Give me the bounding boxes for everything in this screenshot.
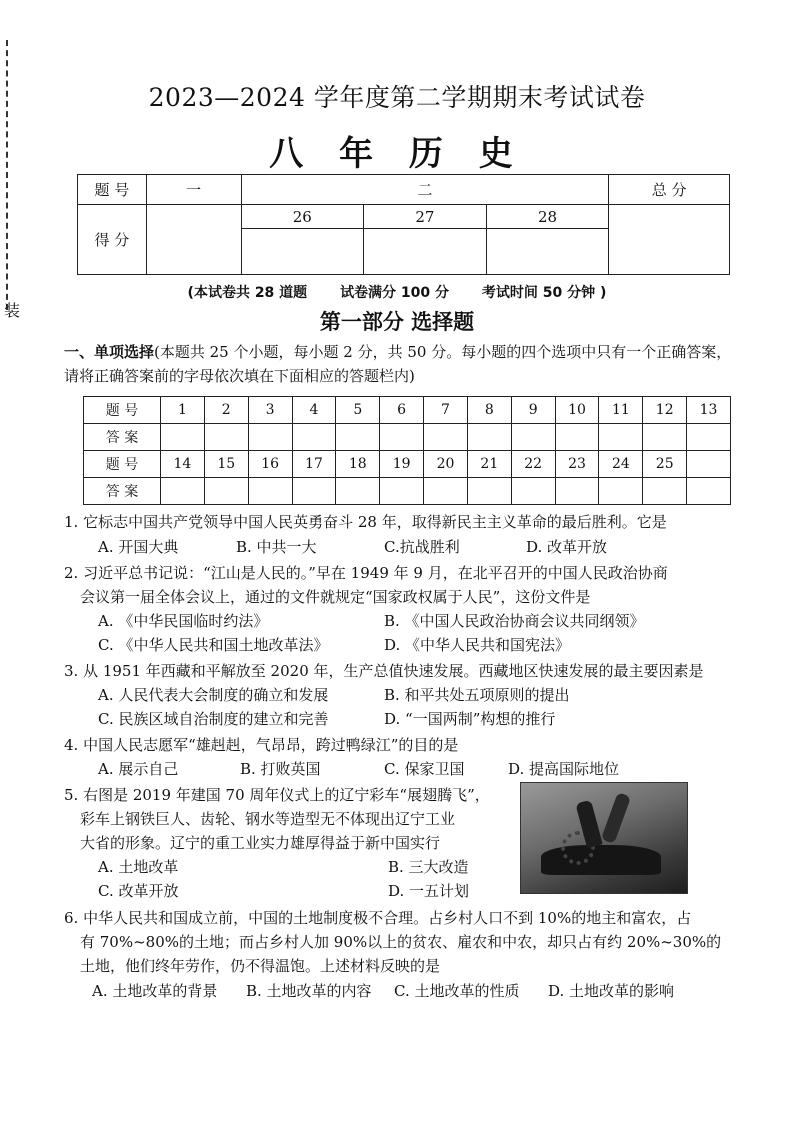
score-table: [77, 174, 730, 275]
question-5-stem-line3: 大省的形象。辽宁的重工业实力雄厚得益于新中国实行: [80, 834, 441, 852]
answer-number: 9: [511, 397, 555, 424]
q4-option-b[interactable]: B. 打败英国: [240, 760, 321, 778]
q1-option-b[interactable]: B. 中共一大: [236, 538, 317, 556]
answer-number: [687, 451, 731, 478]
q6-option-b[interactable]: B. 土地改革的内容: [246, 982, 372, 1000]
parade-float-photo: [520, 782, 688, 894]
answer-cell[interactable]: [336, 424, 380, 451]
answer-number: 20: [424, 451, 468, 478]
q6-option-c[interactable]: C. 土地改革的性质: [394, 982, 520, 1000]
q5-option-c[interactable]: C. 改革开放: [98, 882, 179, 900]
answer-number: 24: [599, 451, 643, 478]
score-subnum-28: 28: [486, 205, 609, 229]
q2-option-b[interactable]: B. 《中国人民政治协商会议共同纲领》: [384, 612, 645, 630]
answer-cell[interactable]: [380, 424, 424, 451]
answer-cell[interactable]: [424, 424, 468, 451]
answer-cell[interactable]: [555, 424, 599, 451]
answer-cell[interactable]: [380, 478, 424, 505]
answer-cell[interactable]: [555, 478, 599, 505]
answer-number: 22: [511, 451, 555, 478]
question-5-stem-line2: 彩车上钢铁巨人、齿轮、钢水等造型无不体现出辽宁工业: [80, 810, 456, 828]
answer-table: [83, 396, 731, 505]
info-full-score: 试卷满分 100 分: [340, 285, 450, 301]
answer-cell[interactable]: [248, 478, 292, 505]
answer-row-label: 答 案: [84, 424, 161, 451]
score-subnum-26: 26: [241, 205, 364, 229]
section-label: 一、单项选择: [64, 343, 155, 361]
answer-number: 5: [336, 397, 380, 424]
answer-number: 16: [248, 451, 292, 478]
q5-option-a[interactable]: A. 土地改革: [98, 858, 179, 876]
exam-subject: 八 年 历 史: [269, 134, 525, 174]
score-header-label: 题 号: [78, 175, 147, 205]
answer-cell[interactable]: [511, 478, 555, 505]
answer-number: 6: [380, 397, 424, 424]
answer-cell[interactable]: [599, 478, 643, 505]
score-cell-27[interactable]: [364, 229, 487, 275]
q6-option-a[interactable]: A. 土地改革的背景: [92, 982, 218, 1000]
answer-number: 17: [292, 451, 336, 478]
answer-row-label: 题 号: [84, 397, 161, 424]
question-3-stem: 3. 从 1951 年西藏和平解放至 2020 年，生产总值快速发展。西藏地区快速发展的最主要因素是: [64, 662, 704, 680]
answer-number: 14: [161, 451, 205, 478]
answer-cell[interactable]: [204, 478, 248, 505]
info-time: 考试时间 50 分钟 ): [481, 285, 607, 301]
q4-option-d[interactable]: D. 提高国际地位: [508, 760, 620, 778]
answer-cell[interactable]: [204, 424, 248, 451]
question-1-stem: 1. 它标志中国共产党领导中国人民英勇奋斗 28 年，取得新民主主义革命的最后胜利。它是: [64, 513, 667, 531]
section-instruction-text: (本题共 25 个小题，每小题 2 分，共 50 分。每小题的四个选项中只有一个正确答案，请将正确答案前的字母依次填在下面相应的答题栏内): [64, 343, 732, 385]
exam-info: [0, 282, 794, 302]
answer-number: 23: [555, 451, 599, 478]
q2-option-a[interactable]: A. 《中华民国临时约法》: [98, 612, 269, 630]
answer-number: 7: [424, 397, 468, 424]
q3-option-a[interactable]: A. 人民代表大会制度的确立和发展: [98, 686, 329, 704]
question-2-stem-line1: 2. 习近平总书记说：“江山是人民的。”早在 1949 年 9 月，在北平召开的中国人民政治协商: [64, 564, 668, 582]
score-header-part1: 一: [146, 175, 241, 205]
answer-number: 10: [555, 397, 599, 424]
answer-number: 25: [643, 451, 687, 478]
question-4-stem: 4. 中国人民志愿军“雄赳赳，气昂昂，跨过鸭绿江”的目的是: [64, 736, 459, 754]
q1-option-d[interactable]: D. 改革开放: [526, 538, 608, 556]
q5-option-d[interactable]: D. 一五计划: [388, 882, 470, 900]
answer-number: 4: [292, 397, 336, 424]
answer-cell[interactable]: [248, 424, 292, 451]
answer-cell[interactable]: [643, 424, 687, 451]
q3-option-d[interactable]: D. “一国两制”构想的推行: [384, 710, 556, 728]
part-title: 第一部分 选择题: [319, 310, 475, 334]
score-cell-total[interactable]: [609, 205, 730, 275]
photo-float-base: [541, 845, 661, 875]
section-instruction: [64, 340, 744, 388]
q3-option-c[interactable]: C. 民族区域自治制度的建立和完善: [98, 710, 329, 728]
question-6-stem-line2: 有 70%~80%的土地；而占乡村人加 90%以上的贫农、雇农和中农，却只占有约 20%~30%的: [80, 933, 722, 951]
answer-cell[interactable]: [687, 478, 731, 505]
q1-option-a[interactable]: A. 开国大典: [98, 538, 179, 556]
answer-cell[interactable]: [161, 478, 205, 505]
answer-row-label: 题 号: [84, 451, 161, 478]
answer-cell[interactable]: [599, 424, 643, 451]
answer-number: 3: [248, 397, 292, 424]
q1-option-c[interactable]: C.抗战胜利: [384, 538, 460, 556]
question-2-stem-line2: 会议第一届全体会议上，通过的文件就规定“国家政权属于人民”，这份文件是: [80, 588, 591, 606]
answer-number: 13: [687, 397, 731, 424]
score-row-label: 得 分: [78, 205, 147, 275]
answer-cell[interactable]: [467, 478, 511, 505]
q6-option-d[interactable]: D. 土地改革的影响: [548, 982, 675, 1000]
answer-number: 21: [467, 451, 511, 478]
binding-margin-label: 装: [4, 301, 21, 320]
answer-row-label: 答 案: [84, 478, 161, 505]
answer-cell[interactable]: [643, 478, 687, 505]
q2-option-d[interactable]: D. 《中华人民共和国宪法》: [384, 636, 571, 654]
answer-cell[interactable]: [467, 424, 511, 451]
answer-number: 19: [380, 451, 424, 478]
answer-number: 8: [467, 397, 511, 424]
question-6-stem-line3: 土地，他们终年劳作，仍不得温饱。上述材料反映的是: [80, 957, 441, 975]
q4-option-c[interactable]: C. 保家卫国: [384, 760, 465, 778]
q3-option-b[interactable]: B. 和平共处五项原则的提出: [384, 686, 570, 704]
answer-cell[interactable]: [292, 424, 336, 451]
answer-cell[interactable]: [687, 424, 731, 451]
question-5-stem-line1: 5. 右图是 2019 年建国 70 周年仪式上的辽宁彩车“展翅腾飞”，: [64, 786, 490, 804]
score-cell-28[interactable]: [486, 229, 609, 275]
score-cell-26[interactable]: [241, 229, 364, 275]
answer-number: 1: [161, 397, 205, 424]
q4-option-a[interactable]: A. 展示自己: [98, 760, 179, 778]
answer-cell[interactable]: [292, 478, 336, 505]
answer-number: 18: [336, 451, 380, 478]
score-subnum-27: 27: [364, 205, 487, 229]
score-cell-part1[interactable]: [146, 205, 241, 275]
score-header-part2: 二: [241, 175, 609, 205]
q2-option-c[interactable]: C. 《中华人民共和国土地改革法》: [98, 636, 329, 654]
answer-cell[interactable]: [424, 478, 468, 505]
answer-cell[interactable]: [511, 424, 555, 451]
question-6-stem-line1: 6. 中华人民共和国成立前，中国的土地制度极不合理。占乡村人口不到 10%的地主和富农，占: [64, 909, 692, 927]
info-question-count: (本试卷共 28 道题: [187, 285, 308, 301]
score-header-total: 总 分: [609, 175, 730, 205]
q5-option-b[interactable]: B. 三大改造: [388, 858, 469, 876]
exam-title: 2023—2024 学年度第二学期期末考试试卷: [148, 83, 646, 112]
answer-number: 15: [204, 451, 248, 478]
answer-number: 11: [599, 397, 643, 424]
answer-number: 12: [643, 397, 687, 424]
answer-number: 2: [204, 397, 248, 424]
photo-steel-giant-figure: [601, 792, 631, 844]
answer-cell[interactable]: [161, 424, 205, 451]
answer-cell[interactable]: [336, 478, 380, 505]
